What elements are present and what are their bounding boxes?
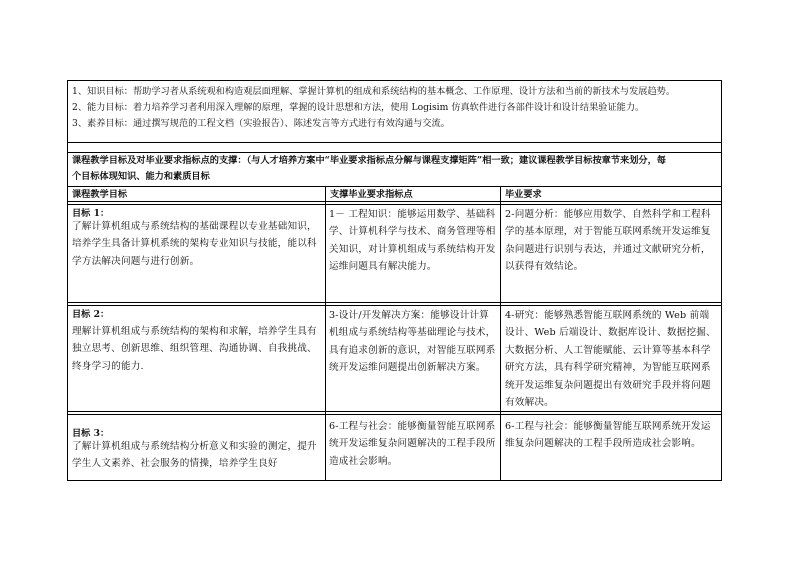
goal-1-description: 了解计算机组成与系统结构的基础课程以专业基础知识，培养学生具备计算机系统的架构专业知识与技能，能以科学方法解决问题与进行创新。: [72, 221, 317, 267]
column-divider: [500, 186, 501, 480]
divider: [68, 411, 721, 412]
goal-2-indicator: 3-设计/开发解决方案：能够设计计算机组成与系统结构等基础理论与技术，具有追求创新的意识，对智能互联网系统开发运维问题提出创新解决方案。: [329, 310, 496, 374]
goal-ability: 2、能力目标：着力培养学习者利用深入理解的原理，掌握的设计思想和方法，使用 Logisim 仿真软件进行各部件设计和设计结果验证能力。: [72, 102, 645, 113]
column-divider: [325, 186, 326, 480]
divider: [68, 305, 721, 306]
goal-1-indicator: 1－ 工程知识：能够运用数学、基础科学、计算机科学与技术、商务管理等相关知识，对计算机组成与系统结构开发运维问题具有解决能力。: [329, 209, 496, 273]
divider: [68, 414, 721, 415]
divider: [68, 302, 721, 303]
goal-knowledge: 1、知识目标：帮助学习者从系统观和构造观层面理解、掌握计算机的组成和系统结构的基本概念、工作原理、设计方法和当前的新技术与发展趋势。: [72, 86, 676, 97]
goal-3-title: 目标 3：: [72, 428, 110, 439]
goal-3-description: 了解计算机组成与系统结构分析意义和实验的测定，提升学生人文素养、社会服务的情操，培养学生良好: [72, 441, 317, 470]
goal-literacy: 3、素养目标：通过撰写规范的工程文档（实验报告）、陈述发言等方式进行有效沟通与交流。: [72, 118, 450, 129]
column-header-requirements: 毕业要求: [505, 189, 542, 200]
divider: [68, 201, 721, 202]
divider: [68, 142, 721, 143]
course-objectives-table: [67, 80, 722, 481]
goal-3-indicator: 6-工程与社会：能够衡量智能互联网系统开发运维复杂问题解决的工程手段所造成社会影响。: [329, 421, 496, 467]
goal-1-title: 目标 1：: [72, 208, 110, 219]
goal-1-requirement: 2-问题分析：能够应用数学、自然科学和工程科学的基本原理，对于智能互联网系统开发运维复杂问题进行识别与表达，并通过文献研究分析，以获得有效结论。: [505, 209, 711, 273]
goal-2-description: 理解计算机组成与系统结构的架构和求解，培养学生具有独立思考、创新思维、组织管理、沟通协调、自我挑战、终身学习的能力.: [72, 326, 317, 372]
goal-3-requirement: 6-工程与社会：能够衡量智能互联网系统开发运维复杂问题解决的工程手段所造成社会影响。: [505, 421, 711, 450]
column-header-indicators: 支撑毕业要求指标点: [330, 189, 413, 200]
support-header-line1: 课程教学目标及对毕业要求指标点的支撑：（与人才培养方案中“毕业要求指标点分解与课程支撑矩阵”相一致；建议课程教学目标按章节来划分，每: [72, 155, 666, 166]
support-header-line2: 个目标体现知识、能力和素质目标: [72, 171, 210, 182]
column-header-goals: 课程教学目标: [72, 189, 128, 200]
divider: [68, 204, 721, 205]
goal-2-requirement: 4-研究：能够熟悉智能互联网系统的 Web 前端设计、Web 后端设计、数据库设计、数据挖掘、大数据分析、人工智能赋能、云计算等基本科学研究方法，具有科学研究精神，为智能互联网系统开发运维复杂问题提出有效研究手段并将问题有效解决。: [505, 310, 716, 409]
goal-2-title: 目标 2：: [72, 309, 110, 320]
